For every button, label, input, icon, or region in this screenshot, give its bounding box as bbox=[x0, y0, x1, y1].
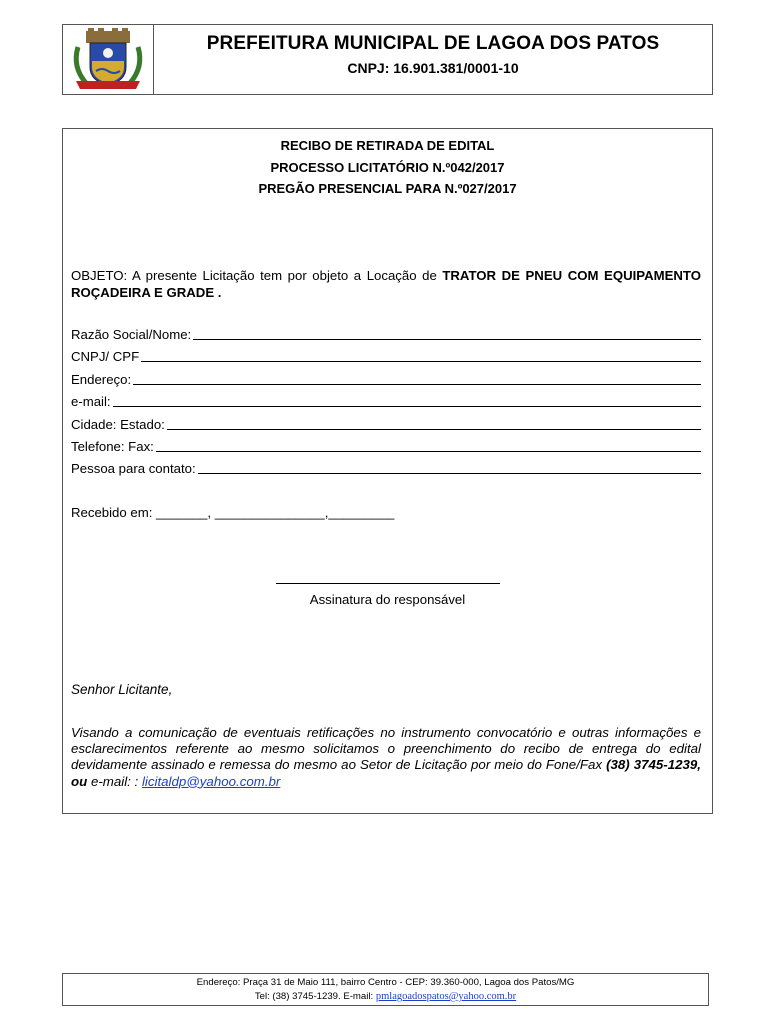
field-line[interactable] bbox=[141, 348, 701, 362]
field-line[interactable] bbox=[113, 393, 701, 407]
instructions-paragraph bbox=[71, 725, 701, 790]
field-endereco[interactable] bbox=[71, 371, 701, 393]
signature-label: Assinatura do responsável bbox=[309, 592, 466, 607]
page-footer bbox=[62, 973, 709, 1006]
field-label: Cidade: Estado: bbox=[71, 416, 165, 432]
objeto-text: OBJETO: A presente Licitação tem por objeto a Locação de bbox=[71, 268, 443, 283]
field-label: Endereço: bbox=[71, 371, 132, 387]
header-title: PREFEITURA MUNICIPAL DE LAGOA DOS PATOS bbox=[206, 33, 660, 54]
field-label: Pessoa para contato: bbox=[71, 461, 196, 477]
receipt-box bbox=[62, 128, 713, 814]
field-line[interactable] bbox=[198, 460, 701, 474]
received-date-field[interactable]: Recebido em: _______, _______________,_________ bbox=[71, 505, 395, 520]
signature-block bbox=[63, 571, 712, 607]
field-line[interactable] bbox=[156, 438, 701, 452]
form-fields bbox=[71, 326, 701, 483]
field-cnpj-cpf[interactable] bbox=[71, 348, 701, 370]
field-label: e-mail: bbox=[71, 394, 111, 410]
field-line[interactable] bbox=[167, 416, 701, 430]
phone-number: (38) 3745-1239, ou bbox=[71, 757, 701, 789]
field-telefone-fax[interactable] bbox=[71, 438, 701, 460]
objeto-paragraph bbox=[71, 267, 701, 301]
footer-email-link[interactable]: pmlagoadospatos@yahoo.com.br bbox=[375, 991, 517, 1002]
header-text bbox=[154, 25, 712, 94]
receipt-title: RECIBO DE RETIRADA DE EDITAL bbox=[280, 138, 495, 153]
email-link[interactable]: licitaldp@yahoo.com.br bbox=[141, 773, 281, 789]
field-pessoa-contato[interactable] bbox=[71, 460, 701, 482]
footer-address: Endereço: Praça 31 de Maio 111, bairro Centro - CEP: 39.360-000, Lagoa dos Patos/MG bbox=[196, 977, 575, 988]
field-email[interactable] bbox=[71, 393, 701, 415]
salutation: Senhor Licitante, bbox=[71, 682, 173, 697]
field-label: CNPJ/ CPF bbox=[71, 349, 140, 365]
receipt-titles bbox=[63, 129, 712, 200]
field-label: Telefone: Fax: bbox=[71, 438, 154, 454]
field-razao-social[interactable] bbox=[71, 326, 701, 348]
footer-phone: Tel: (38) 3745-1239. E-mail: bbox=[254, 991, 376, 1002]
instructions-text: Visando a comunicação de eventuais retificações no instrumento convocatório e outras informações e esclarecimentos referente ao mesmo solicitamos o preenchimento do recibo de entrega do edital devidamente assinado e remessa do mesmo ao Setor de Licitação por meio do Fone/Fax bbox=[71, 725, 701, 773]
footer-contact bbox=[63, 990, 708, 1004]
field-label: Razão Social/Nome: bbox=[71, 327, 192, 342]
header-cnpj: CNPJ: 16.901.381/0001-10 bbox=[347, 60, 519, 76]
objeto-bold-text: TRATOR DE PNEU COM EQUIPAMENTO ROÇADEIRA E GRADE . bbox=[71, 268, 701, 300]
logo-cell bbox=[63, 25, 154, 94]
municipal-coat-of-arms-icon bbox=[68, 27, 148, 93]
page-header bbox=[62, 24, 713, 95]
process-number: PROCESSO LICITATÓRIO N.º042/2017 bbox=[270, 159, 505, 175]
pregao-number: PREGÃO PRESENCIAL PARA N.º027/2017 bbox=[258, 181, 517, 196]
email-prefix: e-mail: : bbox=[87, 773, 142, 789]
signature-line[interactable] bbox=[276, 571, 500, 584]
field-line[interactable] bbox=[193, 326, 701, 340]
field-line[interactable] bbox=[133, 371, 701, 385]
field-cidade-estado[interactable] bbox=[71, 416, 701, 438]
